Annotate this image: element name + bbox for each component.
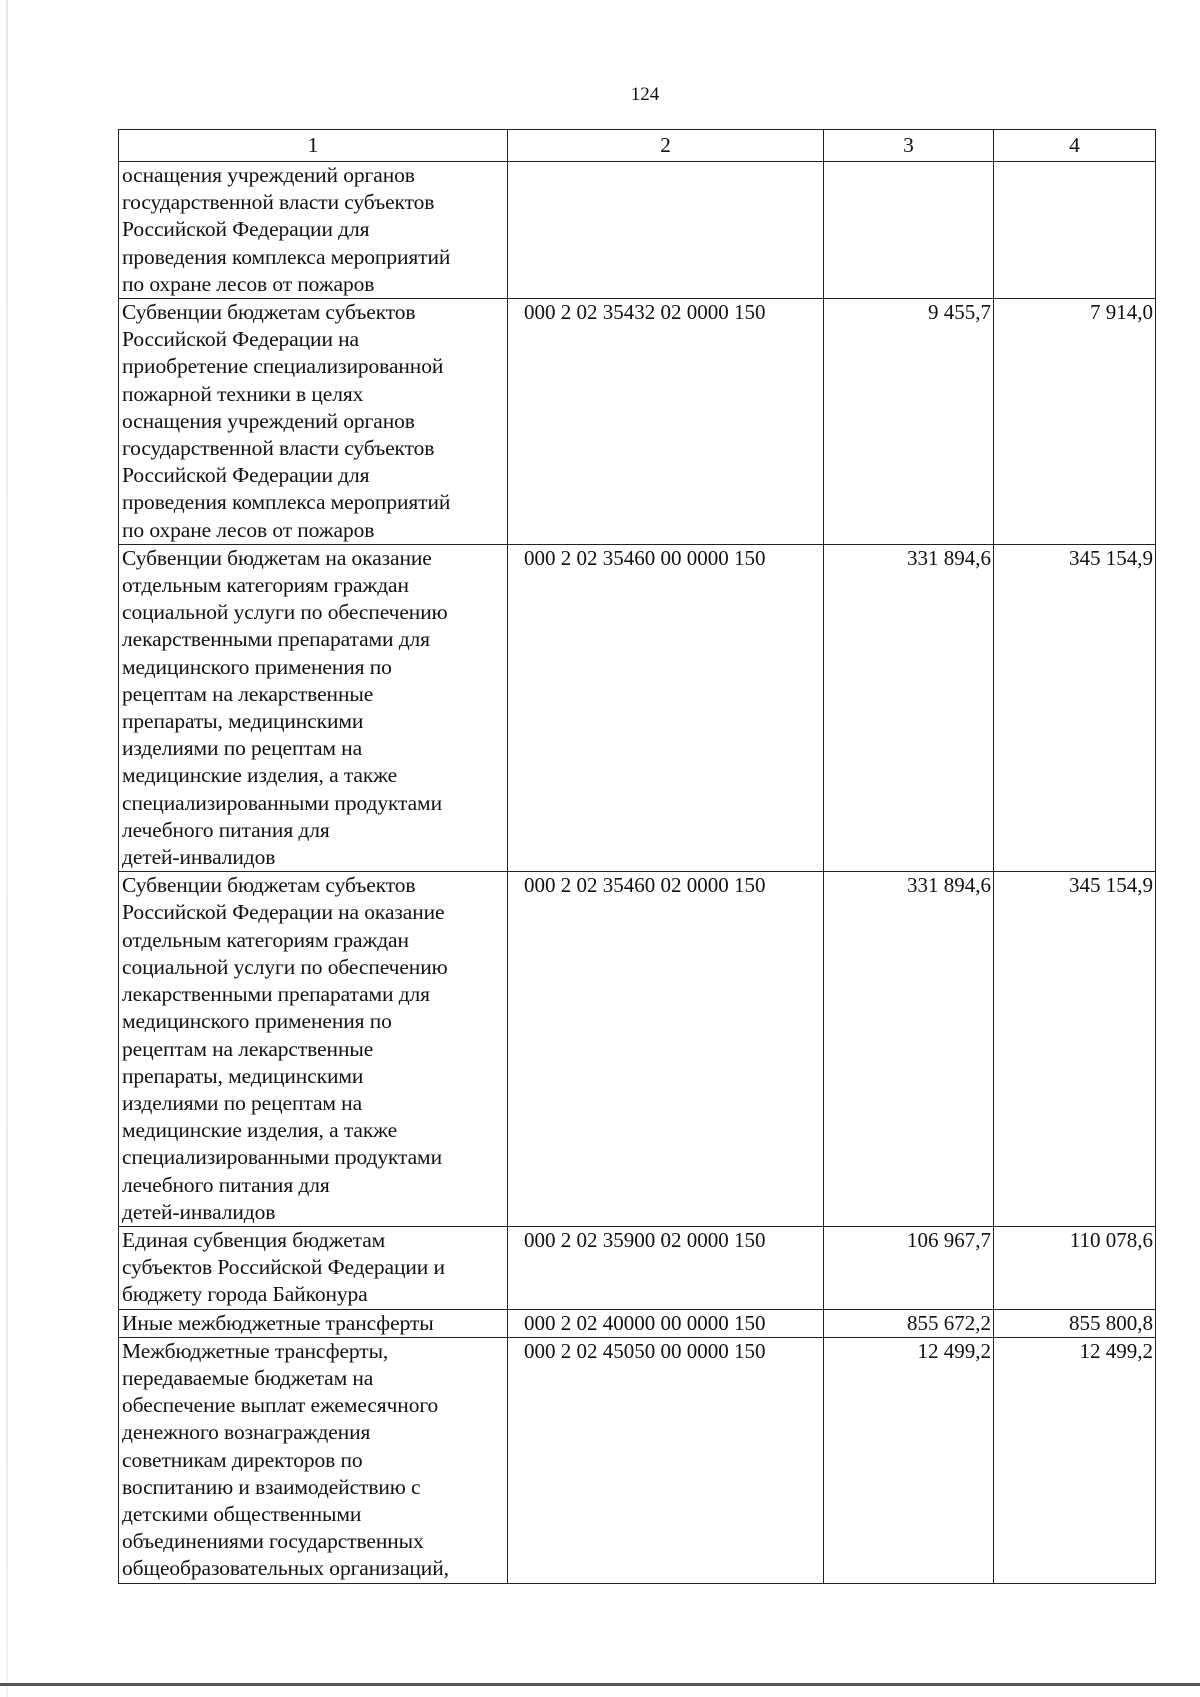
row-description: Иные межбюджетные трансферты [119,1309,508,1337]
row-value-col4: 110 078,6 [994,1226,1156,1309]
row-value-col3: 331 894,6 [824,872,994,1227]
table-row [119,1226,1156,1309]
row-value-col4: 345 154,9 [994,544,1156,871]
row-value-col4: 345 154,9 [994,872,1156,1227]
row-description: Субвенции бюджетам субъектов Российской Федерации на приобретение специализированной пожарной техники в целях оснащения учреждений органов государственной власти субъектов Российской Федерации для проведения комплекса мероприятий по охране лесов от пожаров [119,299,508,545]
column-header-2: 2 [508,130,824,162]
scan-bottom-edge [0,1683,1200,1686]
row-value-col4: 12 499,2 [994,1337,1156,1583]
row-description: Единая субвенция бюджетам субъектов Российской Федерации и бюджету города Байконура [119,1226,508,1309]
row-value-col4: 855 800,8 [994,1309,1156,1337]
table-row [119,299,1156,545]
table-row [119,872,1156,1227]
row-budget-code [508,162,824,299]
row-budget-code: 000 2 02 45050 00 0000 150 [508,1337,824,1583]
row-description: Межбюджетные трансферты, передаваемые бюджетам на обеспечение выплат ежемесячного денежного вознаграждения советникам директоров по воспитанию и взаимодействию с детскими общественными объединениями государственных общеобразовательных организаций, [119,1337,508,1583]
row-value-col3: 106 967,7 [824,1226,994,1309]
table-body [119,130,1156,1584]
row-value-col3: 331 894,6 [824,544,994,871]
row-description: Субвенции бюджетам субъектов Российской Федерации на оказание отдельным категориям граждан социальной услуги по обеспечению лекарственными препаратами для медицинского применения по рецептам на лекарственные препараты, медицинскими изделиями по рецептам на медицинские изделия, а также специализированными продуктами лечебного питания для детей-инвалидов [119,872,508,1227]
row-budget-code: 000 2 02 35900 02 0000 150 [508,1226,824,1309]
table-row [119,1309,1156,1337]
row-value-col4: 7 914,0 [994,299,1156,545]
row-budget-code: 000 2 02 35460 00 0000 150 [508,544,824,871]
row-value-col3: 855 672,2 [824,1309,994,1337]
table-row [119,1337,1156,1583]
row-value-col3 [824,162,994,299]
column-header-1: 1 [119,130,508,162]
column-header-3: 3 [824,130,994,162]
table-row [119,162,1156,299]
scan-edge-shadow [6,0,8,1697]
row-description: оснащения учреждений органов государственной власти субъектов Российской Федерации для проведения комплекса мероприятий по охране лесов от пожаров [119,162,508,299]
column-header-4: 4 [994,130,1156,162]
row-budget-code: 000 2 02 35432 02 0000 150 [508,299,824,545]
row-value-col3: 12 499,2 [824,1337,994,1583]
table-header-row [119,130,1156,162]
budget-table [118,129,1156,1584]
row-budget-code: 000 2 02 40000 00 0000 150 [508,1309,824,1337]
row-value-col3: 9 455,7 [824,299,994,545]
row-budget-code: 000 2 02 35460 02 0000 150 [508,872,824,1227]
row-description: Субвенции бюджетам на оказание отдельным категориям граждан социальной услуги по обеспечению лекарственными препаратами для медицинского применения по рецептам на лекарственные препараты, медицинскими изделиями по рецептам на медицинские изделия, а также специализированными продуктами лечебного питания для детей-инвалидов [119,544,508,871]
page-number: 124 [630,84,660,105]
table-row [119,544,1156,871]
row-value-col4 [994,162,1156,299]
